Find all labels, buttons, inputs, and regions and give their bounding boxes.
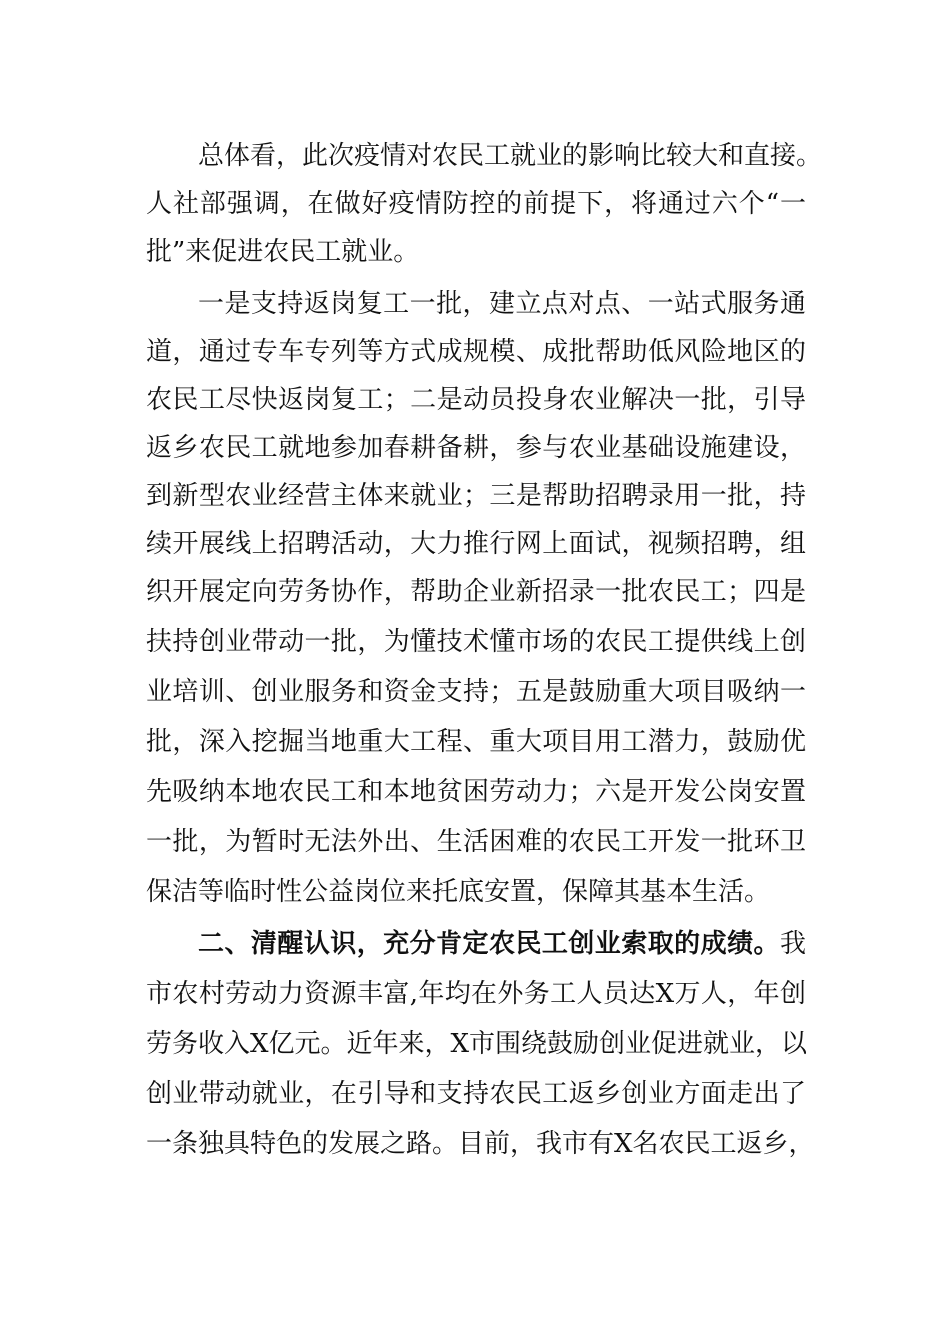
text-line: 一条独具特色的发展之路。目前，我市有X名农民工返乡， <box>146 1129 815 1159</box>
text-line: 批，深入挖掘当地重大工程、重大项目用工潜力，鼓励优 <box>146 727 806 757</box>
heading-line <box>198 924 806 964</box>
text-line: 人社部强调，在做好疫情防控的前提下，将通过六个“一 <box>146 189 806 219</box>
text-line: 一批，为暂时无法外出、生活困难的农民工开发一批环卫 <box>146 827 806 857</box>
text-line: 织开展定向劳务协作，帮助企业新招录一批农民工；四是 <box>146 577 806 607</box>
text-line: 农民工尽快返岗复工；二是动员投身农业解决一批，引导 <box>146 385 806 415</box>
text-line: 批”来促进农民工就业。 <box>146 237 420 267</box>
text-line: 先吸纳本地农民工和本地贫困劳动力；六是开发公岗安置 <box>146 777 806 807</box>
text-line: 市农村劳动力资源丰富,年均在外务工人员达X万人，年创 <box>146 979 806 1009</box>
text-line: 道，通过专车专列等方式成规模、成批帮助低风险地区的 <box>146 337 806 367</box>
text-line: 总体看，此次疫情对农民工就业的影响比较大和直接。 <box>198 141 823 171</box>
text-line: 劳务收入X亿元。近年来，X市围绕鼓励创业促进就业，以 <box>146 1029 808 1059</box>
heading-tail: 我 <box>779 929 806 959</box>
text-line: 扶持创业带动一批，为懂技术懂市场的农民工提供线上创 <box>146 627 806 657</box>
text-line: 续开展线上招聘活动，大力推行网上面试，视频招聘，组 <box>146 529 806 559</box>
section-heading: 二、清醒认识，充分肯定农民工创业索取的成绩。 <box>198 929 780 959</box>
text-line: 创业带动就业，在引导和支持农民工返乡创业方面走出了 <box>146 1079 806 1109</box>
text-line: 一是支持返岗复工一批，建立点对点、一站式服务通 <box>198 289 806 319</box>
text-line: 到新型农业经营主体来就业；三是帮助招聘录用一批，持 <box>146 481 806 511</box>
text-line: 返乡农民工就地参加春耕备耕，参与农业基础设施建设， <box>146 433 806 463</box>
text-line: 业培训、创业服务和资金支持；五是鼓励重大项目吸纳一 <box>146 677 806 707</box>
text-line: 保洁等临时性公益岗位来托底安置，保障其基本生活。 <box>146 877 771 907</box>
